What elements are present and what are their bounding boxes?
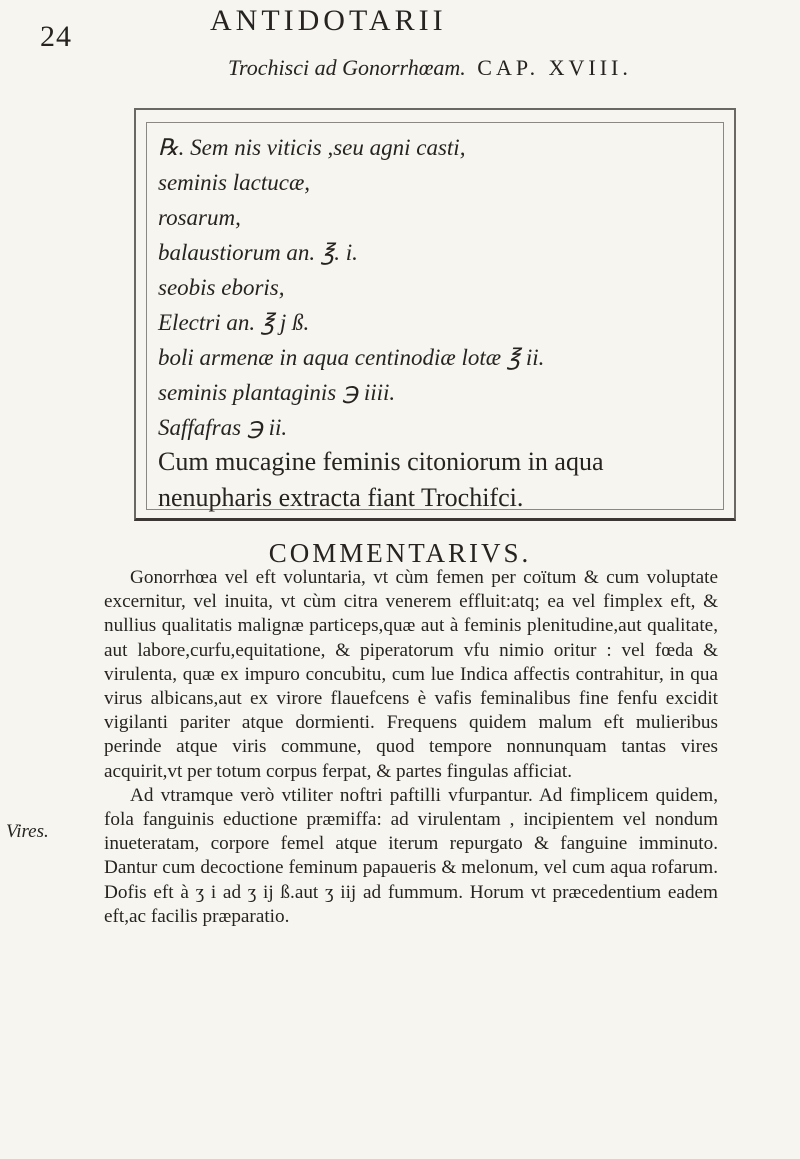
margin-note: Vires. — [6, 821, 49, 842]
recipe-line: rosarum, — [158, 205, 241, 230]
recipe-line: boli armenæ in aqua centinodiæ lotæ ℥ ii. — [158, 345, 545, 370]
chapter-label: CAP. XVIII. — [477, 55, 632, 80]
recipe-instruction: Cum mucagine feminis citoniorum in aqua nenupharis extracta fiant Trochifci. — [158, 447, 604, 512]
subhead-title: Trochisci ad Gonorrhœam. — [228, 55, 466, 80]
recipe-line: balaustiorum an. ℥. i. — [158, 240, 358, 265]
commentary-text — [104, 566, 718, 929]
commentary-heading: COMMENTARIVS. — [268, 538, 532, 568]
recipe-line: ℞. Sem nis viticis ,seu agni casti, — [158, 135, 466, 160]
recipe-line: Saffafras ℈ ii. — [158, 415, 288, 440]
section-subhead — [228, 55, 632, 81]
recipe-line: seminis lactucæ, — [158, 170, 311, 195]
recipe-line: Electri an. ℥ j ß. — [158, 310, 310, 335]
commentary-paragraph: Ad vtramque verò vtiliter noftri paftilli vfurpantur. Ad fimplicem quidem, fola fanguinis eductione præmiffa: ad virulentam , incipientem vel nondum inueteratam, corpore femel atque iterum repurgato & fanguine imminuto. Dantur cum decoctione feminum papaueris & melonum, vel cum aqua rofarum. Dofis eft à ʒ i ad ʒ ij ß.aut ʒ iij ad fummum. Horum vt præcedentium eadem eft,ac facilis præparatio. — [104, 784, 718, 927]
recipe-box — [134, 108, 736, 521]
commentary-paragraph: Gonorrhœa vel eft voluntaria, vt cùm femen per coïtum & cum voluptate excernitur, vel inuita, vt cùm citra venerem effluit:atq; ea vel fimplex eft, & nullius qualitatis malignæ particeps,quæ aut à feminis plenitudine,aut qualitate, aut labore,curfu,equitatione, & piperatorum vfu nimio oritur : vel fœda & virulenta, quæ ex impuro concubitu, cum lue Indica affectis contrahitur, in qua virus albicans,aut ex virore flauefcens è vafis feminalibus fine fenfu excidit vigilanti pariter atque dormienti. Frequens quidem malum eft mulieribus perinde atque viris commune, quod tempore nonnunquam tantas vires acquirit,vt per totum corpus ferpat, & partes fingulas afficiat. — [104, 567, 718, 782]
running-head: ANTIDOTARII — [210, 4, 447, 37]
recipe-line: seobis eboris, — [158, 275, 285, 300]
page-number: 24 — [40, 20, 72, 53]
recipe-ingredients — [158, 130, 718, 445]
recipe-line: seminis plantaginis ℈ iiii. — [158, 380, 396, 405]
